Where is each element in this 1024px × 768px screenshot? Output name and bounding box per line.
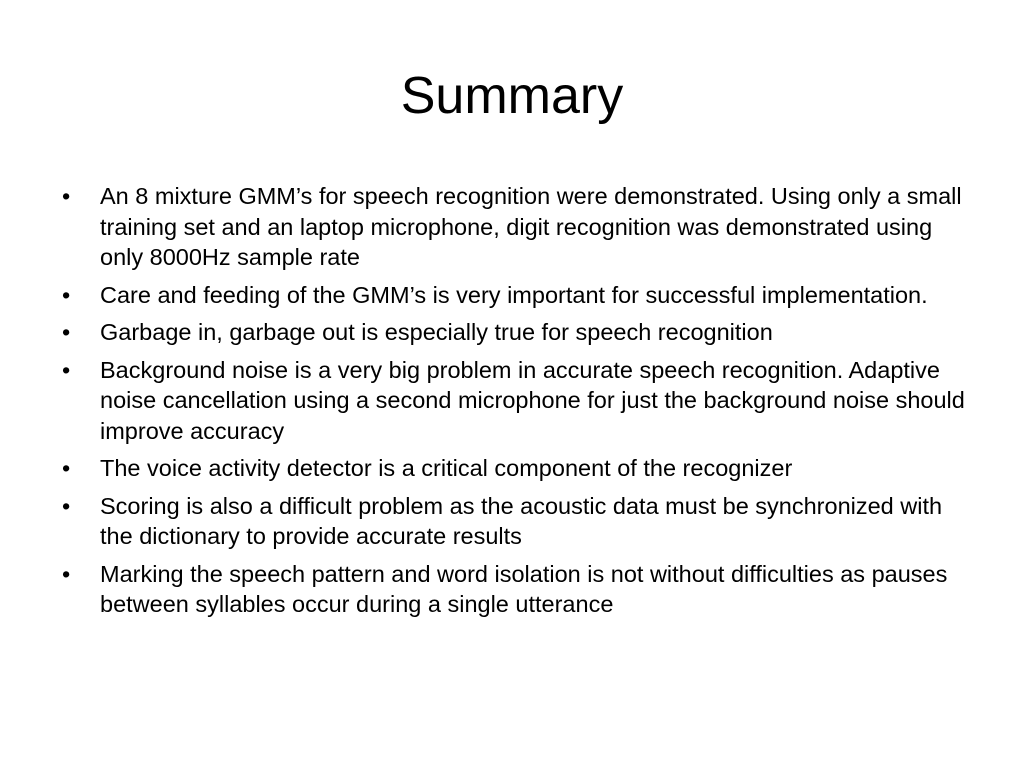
bullet-text: Care and feeding of the GMM’s is very important for successful implementation. xyxy=(100,281,928,308)
bullet-icon: • xyxy=(62,560,71,587)
bullet-icon: • xyxy=(62,319,71,345)
bullet-text: Scoring is also a difficult problem as the acoustic data must be synchronized with the dictionary to provide accurate results xyxy=(100,492,943,549)
bullet-item xyxy=(62,317,967,348)
bullet-item xyxy=(62,280,967,311)
bullet-text: Marking the speech pattern and word isolation is not without difficulties as pauses between syllables occur during a single utterance xyxy=(100,560,948,617)
bullet-icon: • xyxy=(62,455,71,481)
bullet-item xyxy=(62,355,967,447)
slide-title: Summary xyxy=(400,67,624,125)
bullet-list xyxy=(62,181,967,627)
bullet-icon: • xyxy=(62,183,71,209)
bullet-icon: • xyxy=(62,492,71,519)
bullet-item xyxy=(62,559,967,620)
bullet-text: Background noise is a very big problem in accurate speech recognition. Adaptive noise cancellation using a second microphone for just the background noise should improve accuracy xyxy=(100,356,965,444)
bullet-text: An 8 mixture GMM’s for speech recognition were demonstrated. Using only a small training set and an laptop microphone, digit recognition was demonstrated using only 8000Hz sample rate xyxy=(100,183,962,270)
bullet-icon: • xyxy=(62,356,71,383)
bullet-item xyxy=(62,181,967,273)
bullet-text: Garbage in, garbage out is especially true for speech recognition xyxy=(100,319,773,345)
bullet-item xyxy=(62,453,967,484)
bullet-text: The voice activity detector is a critical component of the recognizer xyxy=(100,455,793,481)
bullet-item xyxy=(62,491,967,552)
bullet-icon: • xyxy=(62,281,71,308)
